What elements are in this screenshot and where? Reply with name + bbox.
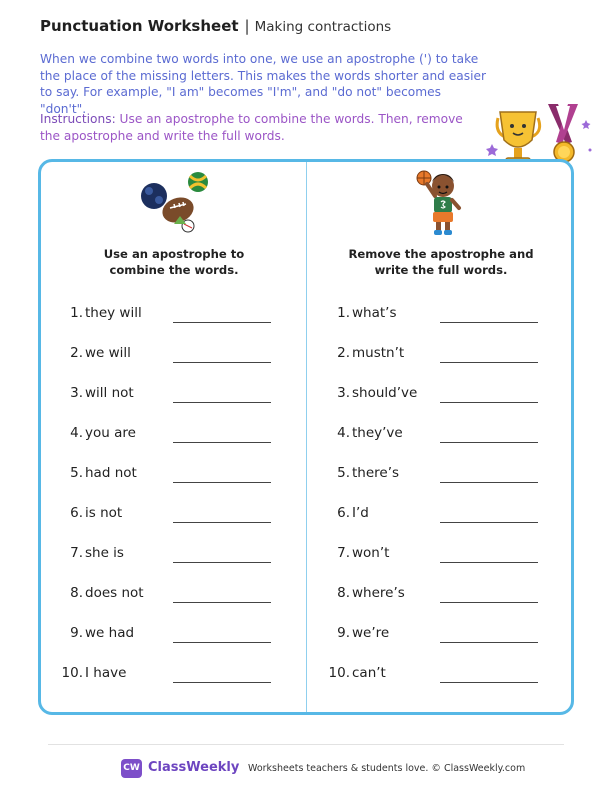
- classweekly-logo-icon: CW: [121, 759, 142, 778]
- item-number: 9.: [70, 625, 83, 641]
- item-contraction: we’re: [352, 625, 390, 641]
- worksheet-header: [40, 17, 391, 35]
- item-number: 3.: [70, 385, 83, 401]
- list-item: [40, 585, 308, 609]
- list-item: [40, 505, 308, 529]
- item-words: had not: [85, 465, 137, 481]
- item-words: we had: [85, 625, 135, 641]
- item-number: 9.: [337, 625, 350, 641]
- item-contraction: mustn’t: [352, 345, 405, 361]
- left-column: [40, 160, 308, 710]
- item-words: you are: [85, 425, 136, 441]
- worksheet-title: Punctuation Worksheet: [40, 17, 239, 35]
- item-number: 2.: [70, 345, 83, 361]
- right-heading-line2: write the full words.: [374, 263, 508, 277]
- answer-blank[interactable]: [173, 402, 271, 403]
- list-item: [40, 385, 308, 409]
- answer-blank[interactable]: [173, 482, 271, 483]
- left-heading-line1: Use an apostrophe to: [103, 247, 245, 261]
- list-item: [307, 305, 575, 329]
- instructions-label: Instructions:: [40, 112, 116, 126]
- worksheet-subtitle: Making contractions: [254, 19, 392, 35]
- item-number: 4.: [337, 425, 350, 441]
- instructions-paragraph: [40, 111, 480, 144]
- item-number: 6.: [70, 505, 83, 521]
- instructions-text: Use an apostrophe to combine the words. Then, remove the apostrophe and write the full words.: [40, 112, 463, 143]
- item-number: 7.: [70, 545, 83, 561]
- answer-blank[interactable]: [440, 402, 538, 403]
- item-number: 7.: [337, 545, 350, 561]
- answer-blank[interactable]: [440, 642, 538, 643]
- answer-blank[interactable]: [173, 562, 271, 563]
- intro-paragraph: When we combine two words into one, we use an apostrophe (') to take the place of the missing letters. This makes the words shorter and easier to say. For example, "I am" becomes "I'm", and "do not" becomes "don't".: [40, 52, 486, 116]
- list-item: [40, 625, 308, 649]
- item-number: 8.: [70, 585, 83, 601]
- answer-blank[interactable]: [440, 482, 538, 483]
- list-item: [307, 505, 575, 529]
- list-item: [307, 345, 575, 369]
- title-separator: |: [244, 17, 250, 35]
- sports-balls-illustration: [134, 166, 214, 236]
- item-number: 5.: [337, 465, 350, 481]
- item-contraction: what’s: [352, 305, 397, 321]
- answer-blank[interactable]: [173, 642, 271, 643]
- answer-blank[interactable]: [173, 602, 271, 603]
- list-item: [307, 465, 575, 489]
- item-words: will not: [85, 385, 134, 401]
- item-words: I have: [85, 665, 127, 681]
- list-item: [40, 305, 308, 329]
- item-contraction: can’t: [352, 665, 386, 681]
- list-item: [40, 545, 308, 569]
- item-contraction: they’ve: [352, 425, 403, 441]
- footer-divider: [48, 744, 564, 745]
- list-item: [40, 345, 308, 369]
- item-number: 3.: [337, 385, 350, 401]
- answer-blank[interactable]: [173, 522, 271, 523]
- answer-blank[interactable]: [440, 602, 538, 603]
- answer-blank[interactable]: [440, 442, 538, 443]
- list-item: [307, 665, 575, 689]
- item-contraction: where’s: [352, 585, 405, 601]
- item-number: 10.: [328, 665, 350, 681]
- list-item: [40, 425, 308, 449]
- item-words: they will: [85, 305, 142, 321]
- item-words: does not: [85, 585, 144, 601]
- left-column-heading: [40, 246, 308, 278]
- answer-blank[interactable]: [173, 682, 271, 683]
- answer-blank[interactable]: [440, 362, 538, 363]
- answer-blank[interactable]: [173, 322, 271, 323]
- brand-name[interactable]: ClassWeekly: [148, 760, 240, 775]
- list-item: [40, 665, 308, 689]
- item-number: 4.: [70, 425, 83, 441]
- list-item: [40, 465, 308, 489]
- right-heading-line1: Remove the apostrophe and: [348, 247, 534, 261]
- item-words: we will: [85, 345, 131, 361]
- answer-blank[interactable]: [440, 562, 538, 563]
- list-item: [307, 625, 575, 649]
- list-item: [307, 385, 575, 409]
- item-number: 10.: [61, 665, 83, 681]
- item-words: is not: [85, 505, 123, 521]
- answer-blank[interactable]: [440, 522, 538, 523]
- answer-blank[interactable]: [440, 322, 538, 323]
- answer-blank[interactable]: [440, 682, 538, 683]
- basketball-kid-illustration: [411, 166, 471, 238]
- item-number: 8.: [337, 585, 350, 601]
- answer-blank[interactable]: [173, 362, 271, 363]
- item-contraction: there’s: [352, 465, 400, 481]
- item-number: 5.: [70, 465, 83, 481]
- list-item: [307, 425, 575, 449]
- item-words: she is: [85, 545, 124, 561]
- footer-tagline: Worksheets teachers & students love. © ClassWeekly.com: [248, 763, 526, 774]
- list-item: [307, 545, 575, 569]
- right-column-heading: [307, 246, 575, 278]
- right-column: [307, 160, 575, 710]
- item-number: 1.: [70, 305, 83, 321]
- item-number: 2.: [337, 345, 350, 361]
- item-number: 1.: [337, 305, 350, 321]
- item-contraction: should’ve: [352, 385, 418, 401]
- list-item: [307, 585, 575, 609]
- item-number: 6.: [337, 505, 350, 521]
- answer-blank[interactable]: [173, 442, 271, 443]
- item-contraction: won’t: [352, 545, 390, 561]
- left-heading-line2: combine the words.: [109, 263, 239, 277]
- item-contraction: I’d: [352, 505, 369, 521]
